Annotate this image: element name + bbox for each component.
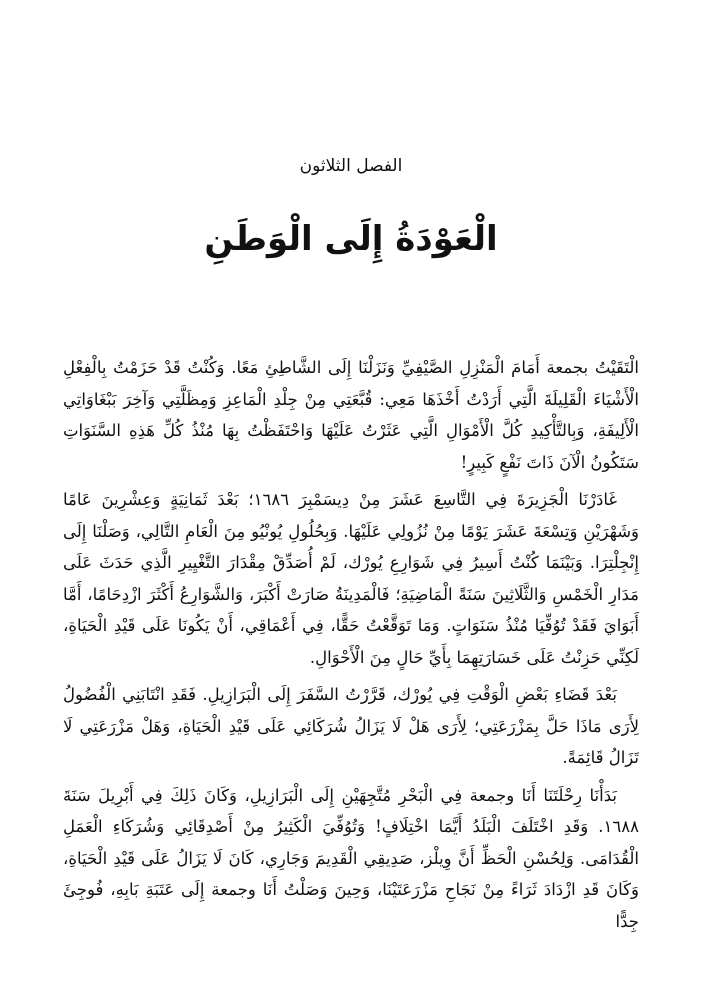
paragraph-3: بَعْدَ قَضَاءِ بَعْضِ الْوَقْتِ فِي يُورْك، قَرَّرْتُ السَّفَرَ إِلَى الْبَرَازِيلِ. فَقَدِ انْتَابَنِي الْفُضُولُ لِأَرَى مَاذَا حَلَّ بِمَزْرَعَتِي؛ لِأَرَى هَلْ لَا يَزَالُ شُرَكَائِي عَلَى قَيْدِ الْحَيَاةِ، وَهَلْ مَزْرَعَتِي لَا تَزَالُ قَائِمَةً. xyxy=(63,685,639,767)
paragraph-1: الْتَقَيْتُ بجمعة أَمَامَ الْمَنْزِلِ الصَّيْفِيِّ وَنَزَلْنَا إِلَى الشَّاطِئِ مَعًا. وَكُنْتُ قَدْ حَزَمْتُ بِالْفِعْلِ الْأَشْيَاءَ الْقَلِيلَةَ الَّتِي أَرَدْتُ أَخْذَهَا مَعِي: قُبَّعَتِي مِنْ جِلْدِ الْمَاعِزِ وَمِظَلَّتِي وَآخِرَ بَبْغَاوَاتِي الْأَلِيفَةِ، وَبِالتَّأْكِيدِ كُلَّ الْأَمْوَالِ الَّتِي عَثَرْتُ عَلَيْهَا وَاحْتَفَظْتُ بِهَا مُنْذُ كُلِّ هَذِهِ السَّنَوَاتِ سَتَكُونُ الْآنَ ذَاتَ نَفْعٍ كَبِيرٍ! xyxy=(63,358,639,472)
paragraph-2: غَادَرْنَا الْجَزِيرَةَ فِي التَّاسِعَ عَشَرَ مِنْ دِيسَمْبِرَ ١٦٨٦؛ بَعْدَ ثَمَانِيَةٍ وَعِشْرِينَ عَامًا وَشَهْرَيْنِ وَتِسْعَةَ عَشَرَ يَوْمًا مِنْ نُزُولِي عَلَيْهَا. وَبِحُلُولِ يُونْيُو مِنَ الْعَامِ التَّالِي، وَصَلْنَا إِلَى إِنْجِلْتِرَا. وَبَيْنَمَا كُنْتُ أَسِيرُ فِي شَوَارِعِ يُورْك، لَمْ أُصَدِّقْ مِقْدَارَ التَّغْيِيرِ الَّذِي حَدَثَ عَلَى مَدَارِ الْخَمْسِ وَالثَّلَاثِينَ سَنَةً الْمَاضِيَةِ؛ فَالْمَدِينَةُ صَارَتْ أَكْبَرَ، وَالشَّوَارِعُ أَكْثَرَ ازْدِحَامًا، أَمَّا أَبَوَايَ فَقَدْ تُوُفِّيَا مُنْذُ سَنَوَاتٍ. وَمَا تَوَقَّعْتُ حَقًّا، فِي أَعْمَاقِي، أَنْ يَكُونَا عَلَى قَيْدِ الْحَيَاةِ، لَكِنِّي حَزِنْتُ عَلَى خَسَارَتِهِمَا بِأَيِّ حَالٍ مِنَ الْأَحْوَالِ. xyxy=(63,490,639,667)
paragraph-4: بَدَأْنَا رِحْلَتَنَا أَنَا وجمعة فِي الْبَحْرِ مُتَّجِهَيْنِ إِلَى الْبَرَازِيلِ، وَكَانَ ذَلِكَ فِي أَبْرِيلَ سَنَةَ ١٦٨٨. وَقَدِ اخْتَلَفَ الْبَلَدُ أَيَّمَا اخْتِلَافٍ! وَتُوُفِّيَ الْكَثِيرُ مِنْ أَصْدِقَائِي وَشُرَكَاءِ الْعَمَلِ الْقُدَامَى. وَلِحُسْنِ الْحَظِّ أَنَّ وِيلْز، صَدِيقِي الْقَدِيمَ وَجَارِي، كَانَ لَا يَزَالُ عَلَى قَيْدِ الْحَيَاةِ، وَكَانَ قَدِ ازْدَادَ ثَرَاءً مِنْ نَجَاحِ مَزْرَعَتَيْنَا، وَحِينَ وَصَلْتُ أَنَا وجمعة إِلَى عَتَبَةِ بَابِهِ، فُوجِئَ جِدًّا xyxy=(63,785,639,931)
chapter-title: الْعَوْدَةُ إِلَى الْوَطَنِ xyxy=(204,219,498,259)
chapter-label: الفصل الثلاثون xyxy=(299,156,403,176)
chapter-body xyxy=(63,352,639,943)
